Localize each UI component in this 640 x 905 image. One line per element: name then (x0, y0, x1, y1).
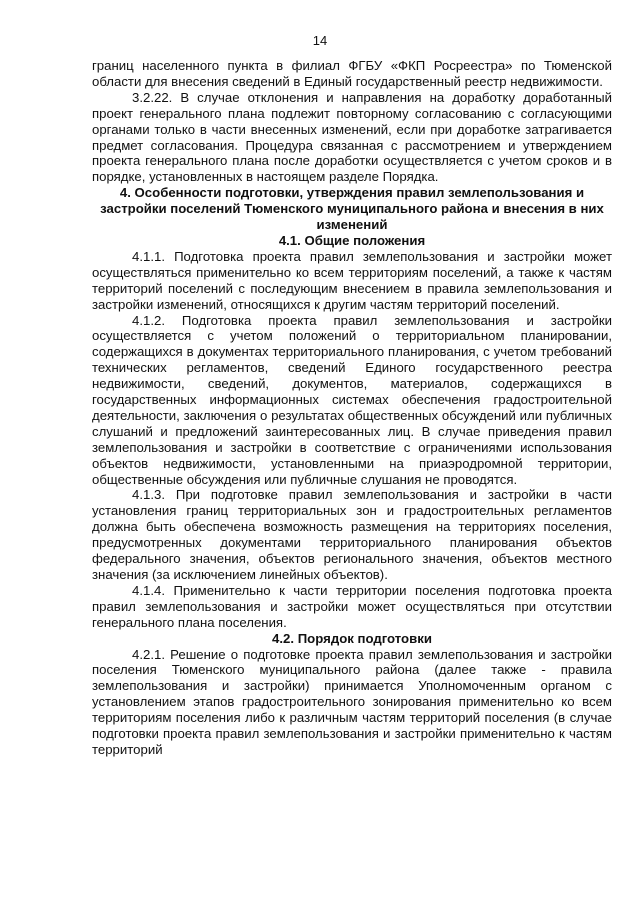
paragraph-4-1-1: 4.1.1. Подготовка проекта правил землепользования и застройки может осуществляться применительно ко всем территориям поселений, а также к частям территорий поселений с последующим внесением в правила землепользования и застройки изменений, относящихся к другим частям территорий поселений. (92, 248, 612, 312)
paragraph-3-2-22: 3.2.22. В случае отклонения и направления на доработку доработанный проект генерального плана подлежит повторному согласованию с согласующими органами только в части внесенных изменений, если при доработке затрагивается предмет согласования. Процедура связанная с рассмотрением и утверждением проекта генерального плана после доработки осуществляется с учетом сроков и в порядке, установленных в настоящем разделе Порядка. (92, 89, 612, 185)
document-body (92, 58, 612, 758)
paragraph-4-1-3: 4.1.3. При подготовке правил землепользования и застройки в части установления границ территориальных зон и градостроительных регламентов должна быть обеспечена возможность размещения на территориях поселения, предусмотренных документами территориального планирования объектов федерального значения, объектов регионального значения, объектов местного значения (за исключением линейных объектов). (92, 487, 612, 582)
paragraph-continuation: границ населенного пункта в филиал ФГБУ «ФКП Росреестра» по Тюменской области для внесения сведений в Единый государственный реестр недвижимости. (92, 58, 612, 89)
section-4-heading: 4. Особенности подготовки, утверждения правил землепользования и застройки поселений Тюменского муниципального района и внесения в них изменений (100, 185, 604, 233)
page-number: 14 (312, 33, 328, 48)
paragraph-4-2-1: 4.2.1. Решение о подготовке проекта правил землепользования и застройки поселения Тюменского муниципального района (далее также - правила землепользования и застройки) принимается Уполномоченным органом с установлением этапов градостроительного зонирования применительно ко всем территориям поселения либо к различным частям территорий поселения (в случае подготовки проекта правил землепользования и застройки применительно к частям территорий (92, 646, 612, 757)
paragraph-4-1-4: 4.1.4. Применительно к части территории поселения подготовка проекта правил землепользования и застройки может осуществляться при отсутствии генерального плана поселения. (92, 582, 612, 630)
subsection-4-2-heading: 4.2. Порядок подготовки (272, 630, 432, 646)
paragraph-4-1-2: 4.1.2. Подготовка проекта правил землепользования и застройки осуществляется с учетом положений о территориальном планировании, содержащихся в документах территориального планирования, с учетом требований технических регламентов, сведений Единого государственного реестра недвижимости, сведений, документов, материалов, содержащихся в государственных информационных системах обеспечения градостроительной деятельности, заключения о результатах общественных обсуждений или публичных слушаний и предложений заинтересованных лиц. В случае приведения правил землепользования и застройки в соответствие с ограничениями использования объектов недвижимости, установленными на приаэродромной территории, общественные обсуждения или публичные слушания не проводятся. (92, 312, 612, 487)
subsection-4-1-heading: 4.1. Общие положения (278, 232, 426, 248)
